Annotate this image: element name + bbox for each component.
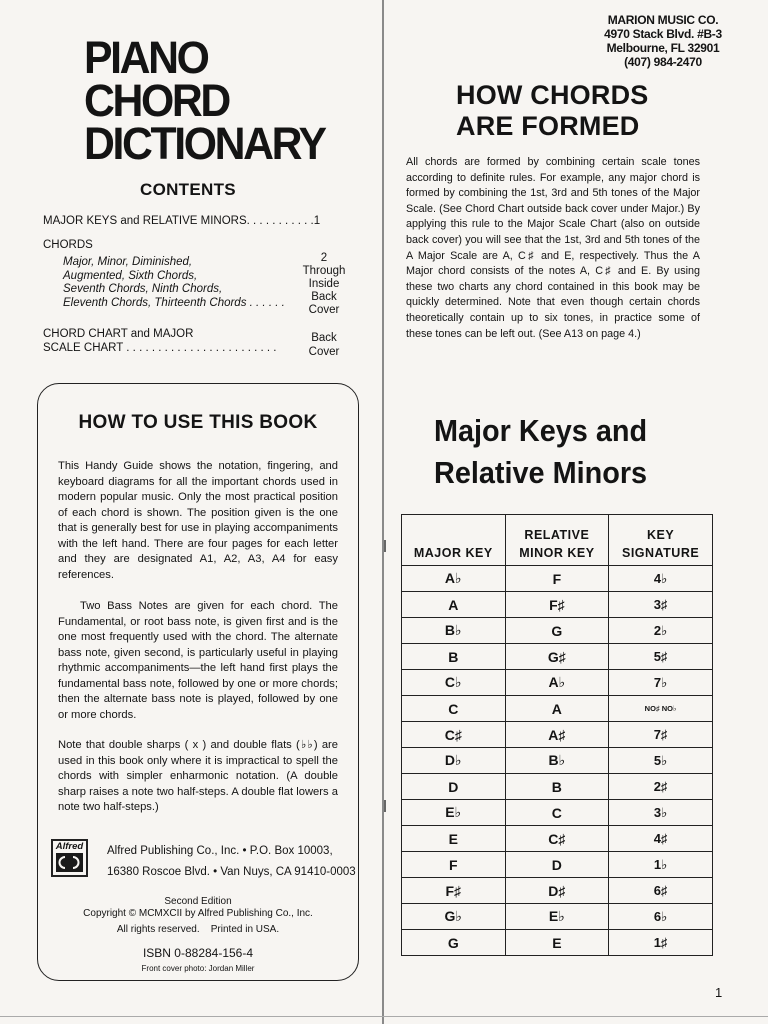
key-signature-cell: 3♯ [609,592,713,618]
table-row [402,800,713,826]
major-keys-table [401,514,713,956]
table-header-row [402,515,713,566]
heading-line: Relative Minors [434,455,648,490]
table-row [402,592,713,618]
relative-minor-cell: C [505,800,609,826]
header-major-key: MAJOR KEY [402,515,506,566]
key-signature-cell: 7♯ [609,722,713,748]
toc-page-text: Cover [308,345,340,358]
how-to-use-paragraph-1: This Handy Guide shows the notation, fingering, and keyboard diagrams for all the important chords used in modern popular music. Only the most practical position of each chord is shown. The position given is the one that is generally best for use in playing accompaniments with the left hand. There are four pages for each letter and they are designated A1, A2, A3, A4 for easy references. [58,460,338,581]
toc-page-text: Inside [308,278,340,290]
table-row [402,852,713,878]
key-signature-cell: 4♭ [609,566,713,592]
table-row [402,904,713,930]
key-signature-cell: 7♭ [609,670,713,696]
book-title-line: PIANO [84,32,208,83]
header-relative-minor-key: RELATIVE MINOR KEY [505,515,609,566]
relative-minor-cell: E♭ [505,904,609,930]
toc-chart-pages [296,332,352,359]
major-key-cell: C♭ [402,670,506,696]
key-signature-cell: 2♭ [609,618,713,644]
toc-page-text: Cover [308,304,340,316]
table-row [402,618,713,644]
toc-page-text: Back [311,332,337,344]
toc-major-keys: MAJOR KEYS and RELATIVE MINORS. . . . . . . . . . .1 [43,215,321,227]
relative-minor-cell: B [505,774,609,800]
major-key-cell: F [402,852,506,878]
table-body [402,566,713,956]
table-row [402,878,713,904]
key-signature-cell: 5♭ [609,748,713,774]
isbn: ISBN 0-88284-156-4 [142,946,254,960]
major-key-cell: B [402,644,506,670]
relative-minor-cell: B♭ [505,748,609,774]
table-row [402,826,713,852]
relative-minor-cell: G [505,618,609,644]
cover-photo-credit: Front cover photo: Jordan Miller [141,964,255,973]
table-row [402,722,713,748]
how-to-use-heading: HOW TO USE THIS BOOK [78,412,318,433]
toc-chart-line: CHORD CHART and MAJOR [43,328,194,340]
publisher-line-1: Alfred Publishing Co., Inc. • P.O. Box 10003, [107,845,333,857]
major-key-cell: C [402,696,506,722]
toc-chords-item: Major, Minor, Diminished, [63,256,193,268]
major-key-cell: G [402,930,506,956]
alfred-logo-mark [56,853,83,872]
major-key-cell: G♭ [402,904,506,930]
toc-chord-chart [43,328,276,355]
heading-line: HOW CHORDS [456,80,649,110]
margin-mark [384,800,386,812]
margin-mark [384,540,386,552]
relative-minor-cell: A [505,696,609,722]
store-name: MARION MUSIC CO. [607,13,719,27]
key-signature-cell: 5♯ [609,644,713,670]
key-signature-cell: 2♯ [609,774,713,800]
major-key-cell: E♭ [402,800,506,826]
key-signature-cell: 1♭ [609,852,713,878]
major-key-cell: F♯ [402,878,506,904]
copyright-text: Copyright © MCMXCII by Alfred Publishing Co., Inc. [83,908,313,919]
table-row [402,644,713,670]
table-row [402,670,713,696]
edition-text: Second Edition [164,896,232,907]
key-signature-cell: 4♯ [609,826,713,852]
relative-minor-cell: A♭ [505,670,609,696]
how-chords-formed-heading [456,80,649,142]
toc-chords-pages [296,252,352,317]
table-row [402,930,713,956]
major-key-cell: A [402,592,506,618]
major-key-cell: E [402,826,506,852]
book-title-line: DICTIONARY [84,118,325,169]
table-row [402,774,713,800]
page-divider [382,0,384,1024]
table-row [402,566,713,592]
page-number: 1 [715,985,723,1000]
alfred-logo-icon [51,839,88,877]
relative-minor-cell: A♯ [505,722,609,748]
store-city: Melbourne, FL 32901 [606,41,720,55]
key-signature-cell: NO♯ NO♭ [609,696,713,722]
toc-chords-item: Seventh Chords, Ninth Chords, [63,283,223,295]
book-title-line: CHORD [84,75,229,126]
toc-chords-item: Augmented, Sixth Chords, [63,269,198,282]
table-row [402,748,713,774]
toc-page-text: 2 [320,252,328,264]
contents-heading: CONTENTS [140,180,236,199]
store-phone: (407) 984-2470 [624,55,702,69]
scan-edge [0,1016,768,1017]
relative-minor-cell: F♯ [505,592,609,618]
relative-minor-cell: E [505,930,609,956]
toc-chart-line: SCALE CHART . . . . . . . . . . . . . . . . . . . . . . . . [43,341,277,354]
key-signature-cell: 6♭ [609,904,713,930]
major-key-cell: C♯ [402,722,506,748]
heading-line: Major Keys and [434,413,648,448]
major-key-cell: A♭ [402,566,506,592]
toc-page-text: Back [311,291,337,303]
header-key-signature: KEY SIGNATURE [609,515,713,566]
major-key-cell: B♭ [402,618,506,644]
relative-minor-cell: D♯ [505,878,609,904]
key-signature-cell: 3♭ [609,800,713,826]
alfred-logo-text: Alfred [55,841,84,852]
store-street: 4970 Stack Blvd. #B-3 [604,27,722,41]
book-title [84,32,325,169]
key-signature-cell: 1♯ [609,930,713,956]
major-keys-heading [434,410,647,494]
toc-page-text: Through [302,265,346,277]
publisher-line-2: 16380 Roscoe Blvd. • Van Nuys, CA 91410-0003 [107,866,356,878]
heading-line: ARE FORMED [456,111,640,141]
toc-chords-heading: CHORDS [43,239,93,251]
rights-text: All rights reserved. Printed in USA. [116,924,280,935]
toc-chords-list [63,256,285,310]
store-stamp [578,13,748,69]
how-to-use-paragraph-3: Note that double sharps ( x ) and double flats (♭♭) are used in this book only where it is impractical to spell the chords with simpler enharmonic notation. (A double sharp raises a note two half-steps. A double flat lowers a note two half-steps.) [58,739,338,813]
relative-minor-cell: F [505,566,609,592]
how-chords-formed-text: All chords are formed by combining certain scale tones according to definite rules. For example, any major chord is formed by combining the 1st, 3rd and 5th tones of the Major Scale. (See Chord Chart outside back cover under Major.) By applying this rule to the Major Scale Chart (also on outside back cover) you will see that the 1st, 3rd and 5th tones of the A Major Scale are A, C♯ and E, respectively. Thus the A Major chord consists of the notes A, C♯ and E. By using these two charts any chord contained in this book may be quickly determined. Note that even though certain chords theoretically contain up to six tones, in practice some of these tones can be left out. (See A13 on page 4.) [406,156,700,340]
major-key-cell: D [402,774,506,800]
relative-minor-cell: G♯ [505,644,609,670]
table-row [402,696,713,722]
relative-minor-cell: D [505,852,609,878]
toc-chords-item: Eleventh Chords, Thirteenth Chords . . . . . . [63,296,285,309]
edition-info [37,896,359,936]
key-signature-cell: 6♯ [609,878,713,904]
how-to-use-paragraph-2: Two Bass Notes are given for each chord. The Fundamental, or root bass note, is given first and is the one most frequently used with the chord. The alternate bass note, given second, is particularly useful in playing rhythmic accompaniments—the left hand first plays the fundamental bass note, followed by one or more chords; then the alternate bass note is played, followed by one or more chords. [58,600,338,721]
relative-minor-cell: C♯ [505,826,609,852]
major-key-cell: D♭ [402,748,506,774]
